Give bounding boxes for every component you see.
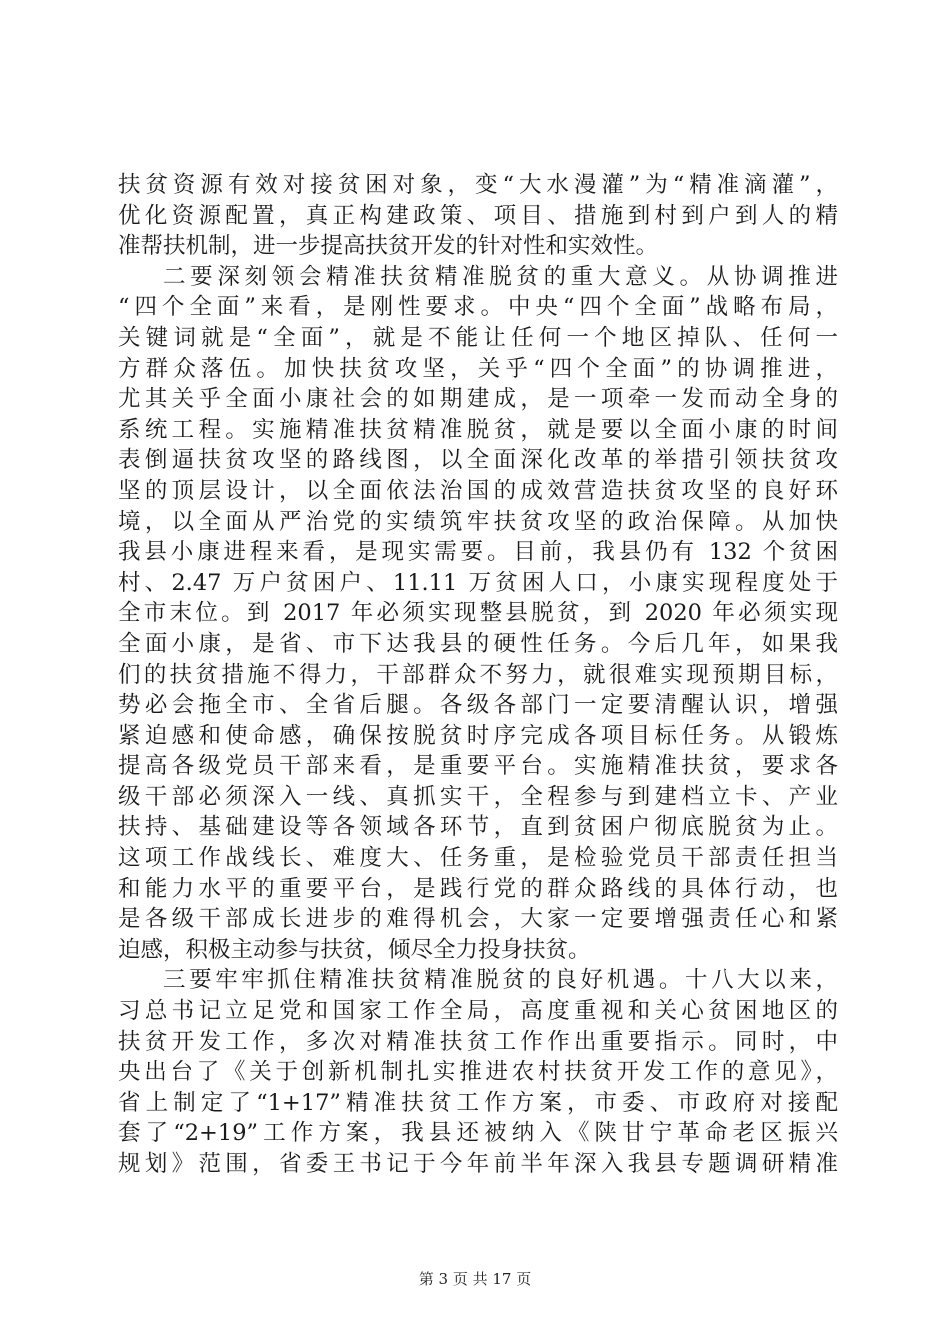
page-footer xyxy=(0,1270,950,1288)
text-line: 关键词就是“全面”，就是不能让任何一个地区掉队、任何一 xyxy=(118,324,838,351)
text-line: 紧迫感和使命感，确保按脱贫时序完成各项目标任务。从锻炼 xyxy=(118,722,838,749)
text-line: “四个全面”来看，是刚性要求。中央“四个全面”战略布局， xyxy=(118,294,838,321)
text-line: 规划》范围，省委王书记于今年前半年深入我县专题调研精准 xyxy=(118,1151,838,1177)
text-line: 迫感，积极主动参与扶贫，倾尽全力投身扶贫。 xyxy=(118,936,591,963)
text-line: 系统工程。实施精准扶贫精准脱贫，就是要以全面小康的时间 xyxy=(118,416,838,443)
text-line: 套了“2+19”工作方案，我县还被纳入《陕甘宁革命老区振兴 xyxy=(118,1120,838,1147)
paragraph-start-line: 三要牢牢抓住精准扶贫精准脱贫的良好机遇。十八大以来， xyxy=(163,967,838,994)
text-line: 扶贫资源有效对接贫困对象，变“大水漫灌”为“精准滴灌”， xyxy=(118,172,838,198)
text-line: 这项工作战线长、难度大、任务重，是检验党员干部责任担当 xyxy=(118,845,838,872)
text-line: 全市末位。到 2017 年必须实现整县脱贫，到 2020 年必须实现 xyxy=(118,600,838,627)
page-number-label: 第 3 页 共 17 页 xyxy=(418,1270,532,1288)
text-line: 扶持、基础建设等各领域各环节，直到贫困户彻底脱贫为止。 xyxy=(118,814,838,841)
text-line: 表倒逼扶贫攻坚的路线图，以全面深化改革的举措引领扶贫攻 xyxy=(118,447,838,474)
text-line: 习总书记立足党和国家工作全局，高度重视和关心贫困地区的 xyxy=(118,998,838,1025)
text-line: 和能力水平的重要平台，是践行党的群众路线的具体行动，也 xyxy=(118,875,838,902)
body-text xyxy=(118,170,838,1180)
text-line: 是各级干部成长进步的难得机会，大家一定要增强责任心和紧 xyxy=(118,906,838,933)
text-line: 势必会拖全市、全省后腿。各级各部门一定要清醒认识，增强 xyxy=(118,692,838,719)
text-line: 央出台了《关于创新机制扎实推进农村扶贫开发工作的意见》， xyxy=(118,1059,838,1086)
paragraph-start-line: 二要深刻领会精准扶贫精准脱贫的重大意义。从协调推进 xyxy=(163,263,838,290)
text-line: 全面小康，是省、市下达我县的硬性任务。今后几年，如果我 xyxy=(118,630,838,657)
text-line: 我县小康进程来看，是现实需要。目前，我县仍有 132 个贫困 xyxy=(118,539,838,566)
text-line: 方群众落伍。加快扶贫攻坚，关乎“四个全面”的协调推进， xyxy=(118,355,838,382)
text-line: 省上制定了“1+17”精准扶贫工作方案，市委、市政府对接配 xyxy=(118,1089,838,1116)
text-line: 村、2.47 万户贫困户、11.11 万贫困人口，小康实现程度处于 xyxy=(118,569,838,596)
text-line: 优化资源配置，真正构建政策、项目、措施到村到户到人的精 xyxy=(118,202,838,229)
text-line: 提高各级党员干部来看，是重要平台。实施精准扶贫，要求各 xyxy=(118,753,838,780)
text-line: 坚的顶层设计，以全面依法治国的成效营造扶贫攻坚的良好环 xyxy=(118,477,838,504)
text-line: 准帮扶机制，进一步提高扶贫开发的针对性和实效性。 xyxy=(118,233,659,260)
text-line: 级干部必须深入一线、真抓实干，全程参与到建档立卡、产业 xyxy=(118,783,838,810)
text-line: 尤其关乎全面小康社会的如期建成，是一项牵一发而动全身的 xyxy=(118,386,838,413)
text-line: 境，以全面从严治党的实绩筑牢扶贫攻坚的政治保障。从加快 xyxy=(118,508,838,535)
text-line: 扶贫开发工作，多次对精准扶贫工作作出重要指示。同时，中 xyxy=(118,1028,838,1055)
text-line: 们的扶贫措施不得力，干部群众不努力，就很难实现预期目标， xyxy=(118,661,838,688)
